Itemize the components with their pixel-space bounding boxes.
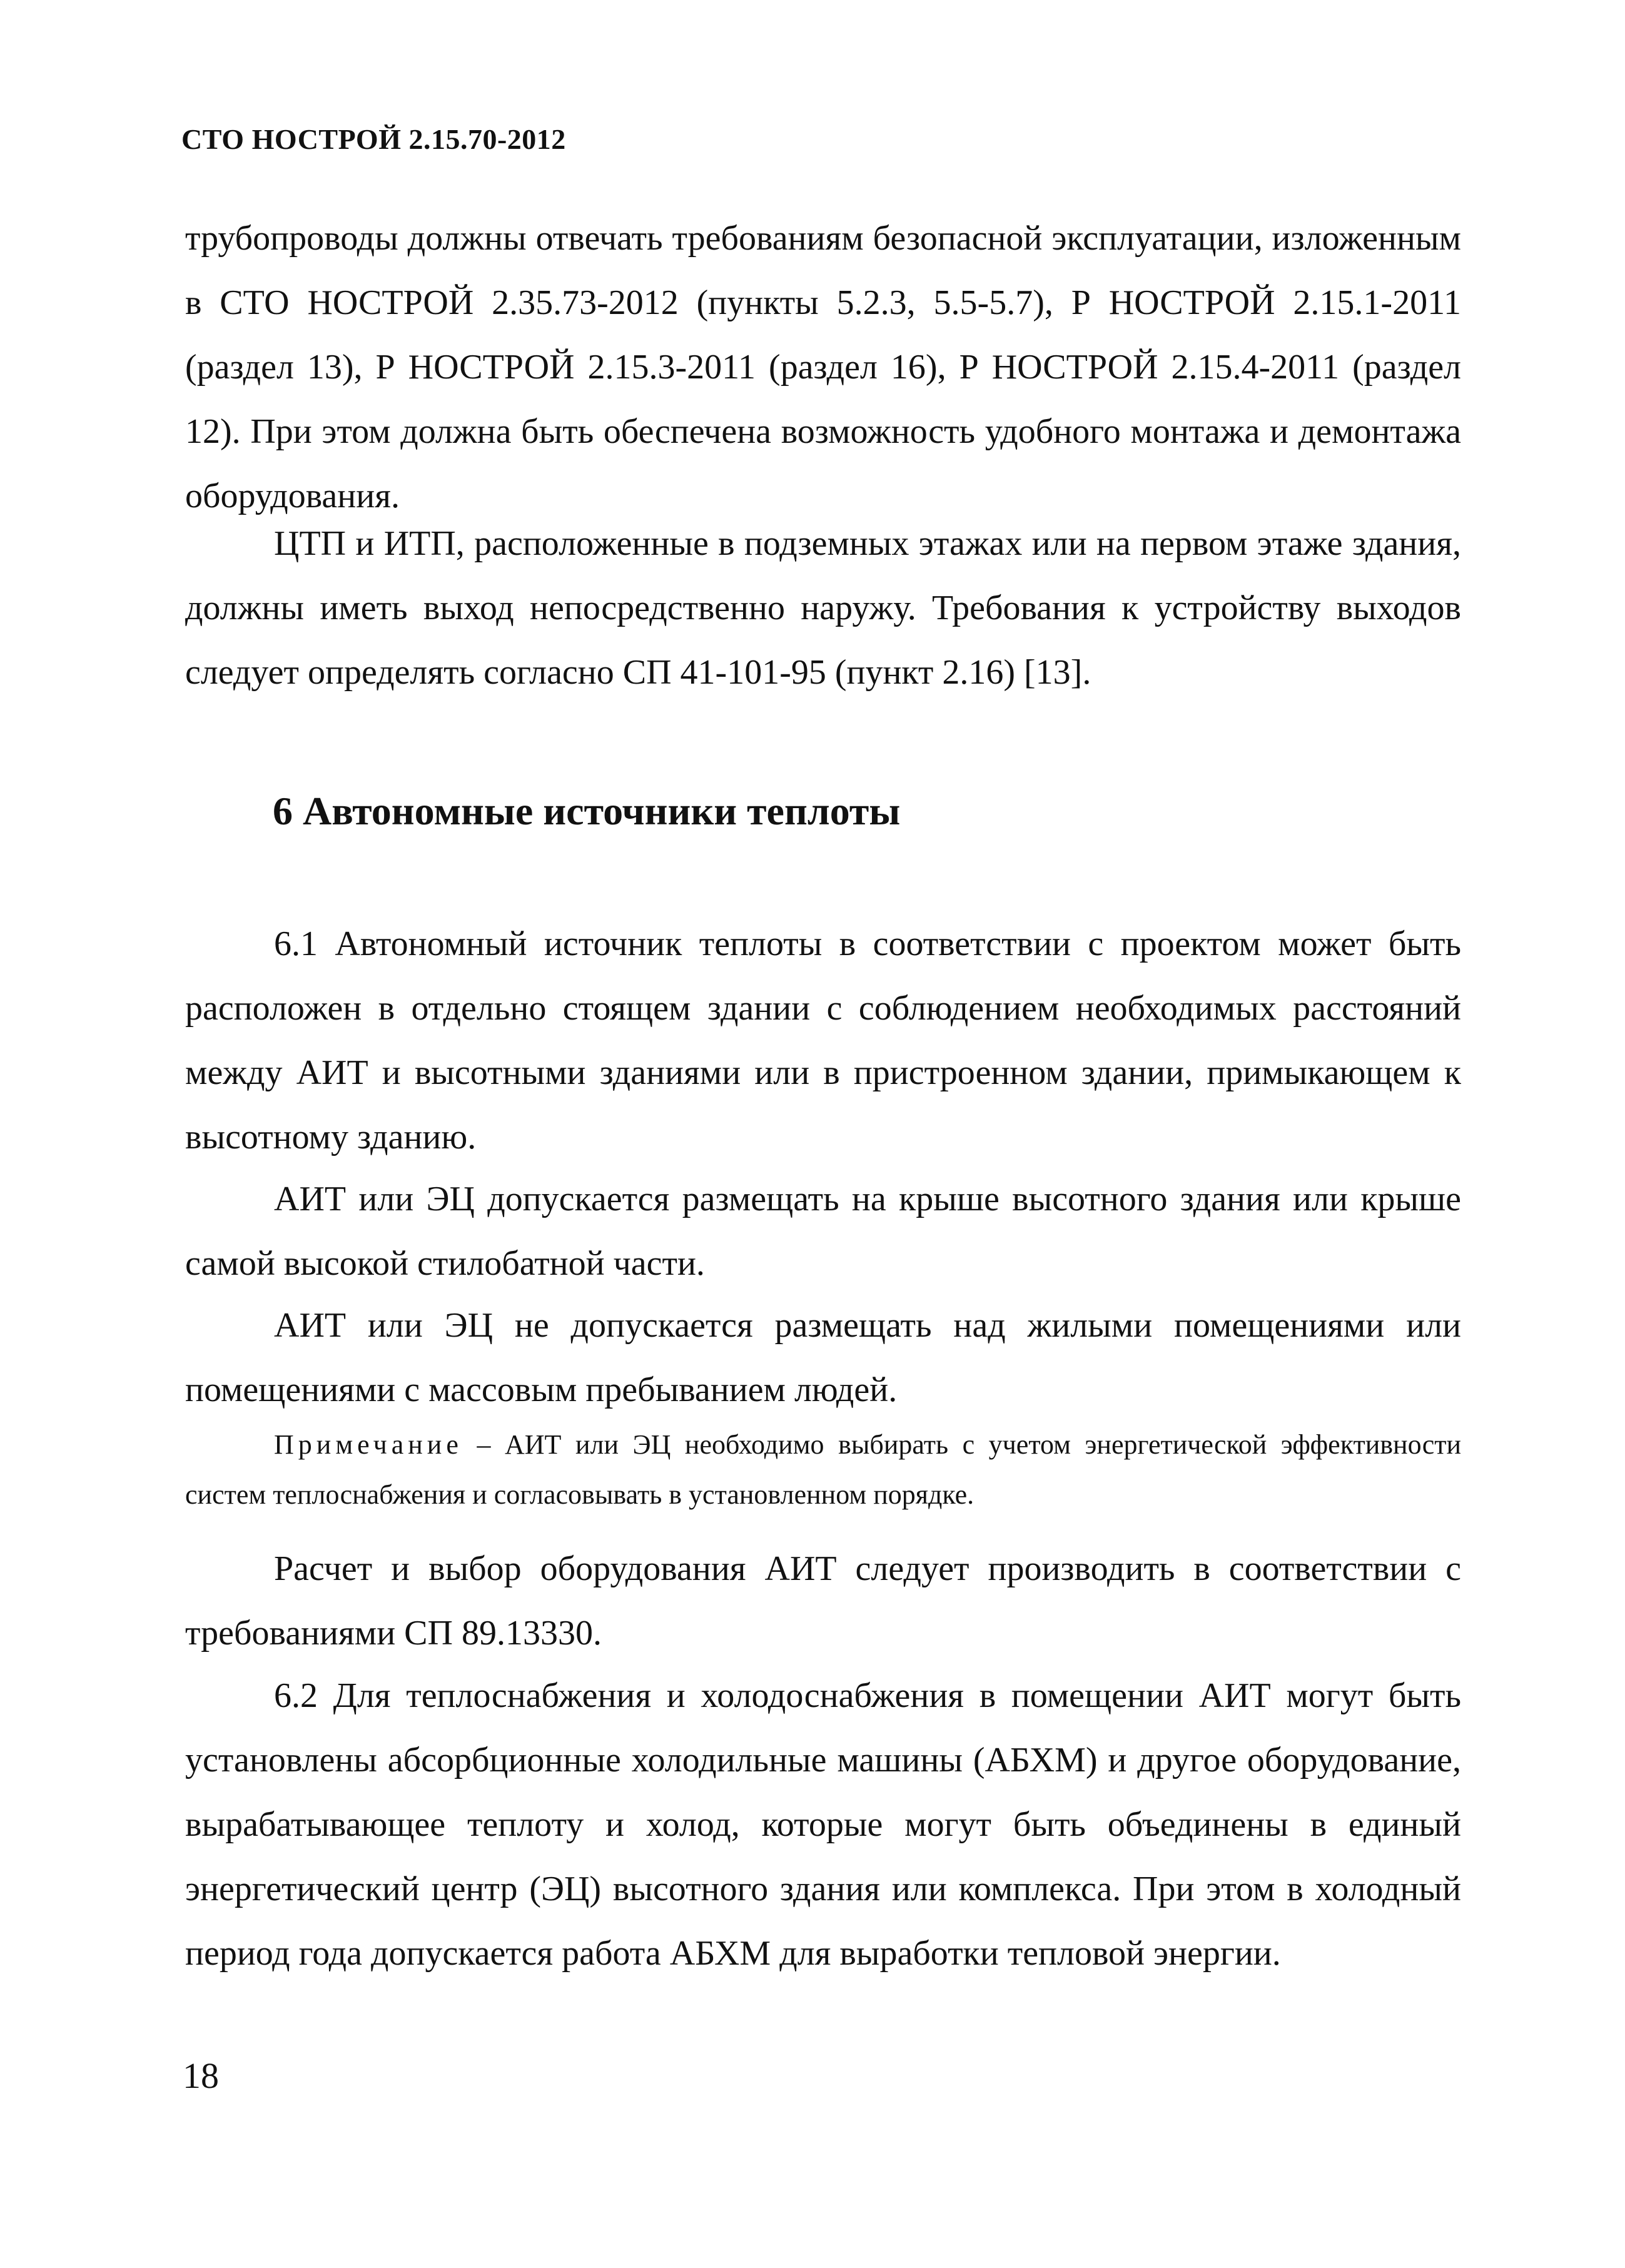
paragraph-roof: АИТ или ЭЦ допускается размещать на крыше высотного здания или крыше самой высокой стилобатной части. (185, 1180, 1461, 1283)
paragraph-ctp-itp: ЦТП и ИТП, расположенные в подземных этажах или на первом этаже здания, должны иметь выход непосредственно наружу. Требования к устройству выходов следует определять согласно СП 41-101-95 (пункт 2.16) [13]. (185, 524, 1461, 692)
paragraph-6-2: 6.2 Для теплоснабжения и холодоснабжения в помещении АИТ могут быть установлены абсорбционные холодильные машины (АБХМ) и другое оборудование, вырабатывающее теплоту и холод, которые могут быть объединены в единый энергетический центр (ЭЦ) высотного здания или комплекса. При этом в холодный период года допускается работа АБХМ для выработки тепловой энергии. (185, 1676, 1461, 1973)
paragraph-not-allowed: АИТ или ЭЦ не допускается размещать над жилыми помещениями или помещениями с массовым пребыванием людей. (185, 1306, 1461, 1409)
section-title: 6 Автономные источники теплоты (273, 789, 901, 833)
paragraph-calculation: Расчет и выбор оборудования АИТ следует производить в соответствии с требованиями СП 89.13330. (185, 1549, 1461, 1653)
document-code-header: СТО НОСТРОЙ 2.15.70-2012 (181, 123, 566, 155)
note-label: Примечание (274, 1429, 463, 1460)
paragraph-6-1: 6.1 Автономный источник теплоты в соответствии с проектом может быть расположен в отдельно стоящем здании с соблюдением необходимых расстояний между АИТ и высотными зданиями или в пристроенном здании, примыкающем к высотному зданию. (185, 924, 1461, 1157)
note-text: – АИТ или ЭЦ необходимо выбирать с учетом энергетической эффективности систем теплоснабжения и согласовывать в установленном порядке. (185, 1429, 1461, 1510)
page-number: 18 (183, 2055, 219, 2096)
paragraph-continuation: трубопроводы должны отвечать требованиям безопасной эксплуатации, изложенным в СТО НОСТРОЙ 2.35.73-2012 (пункты 5.2.3, 5.5-5.7), Р НОСТРОЙ 2.15.1-2011 (раздел 13), Р НОСТРОЙ 2.15.3-2011 (раздел 16), Р НОСТРОЙ 2.15.4-2011 (раздел 12). При этом должна быть обеспечена возможность удобного монтажа и демонтажа оборудования. (185, 219, 1461, 515)
note (185, 1420, 1461, 1520)
